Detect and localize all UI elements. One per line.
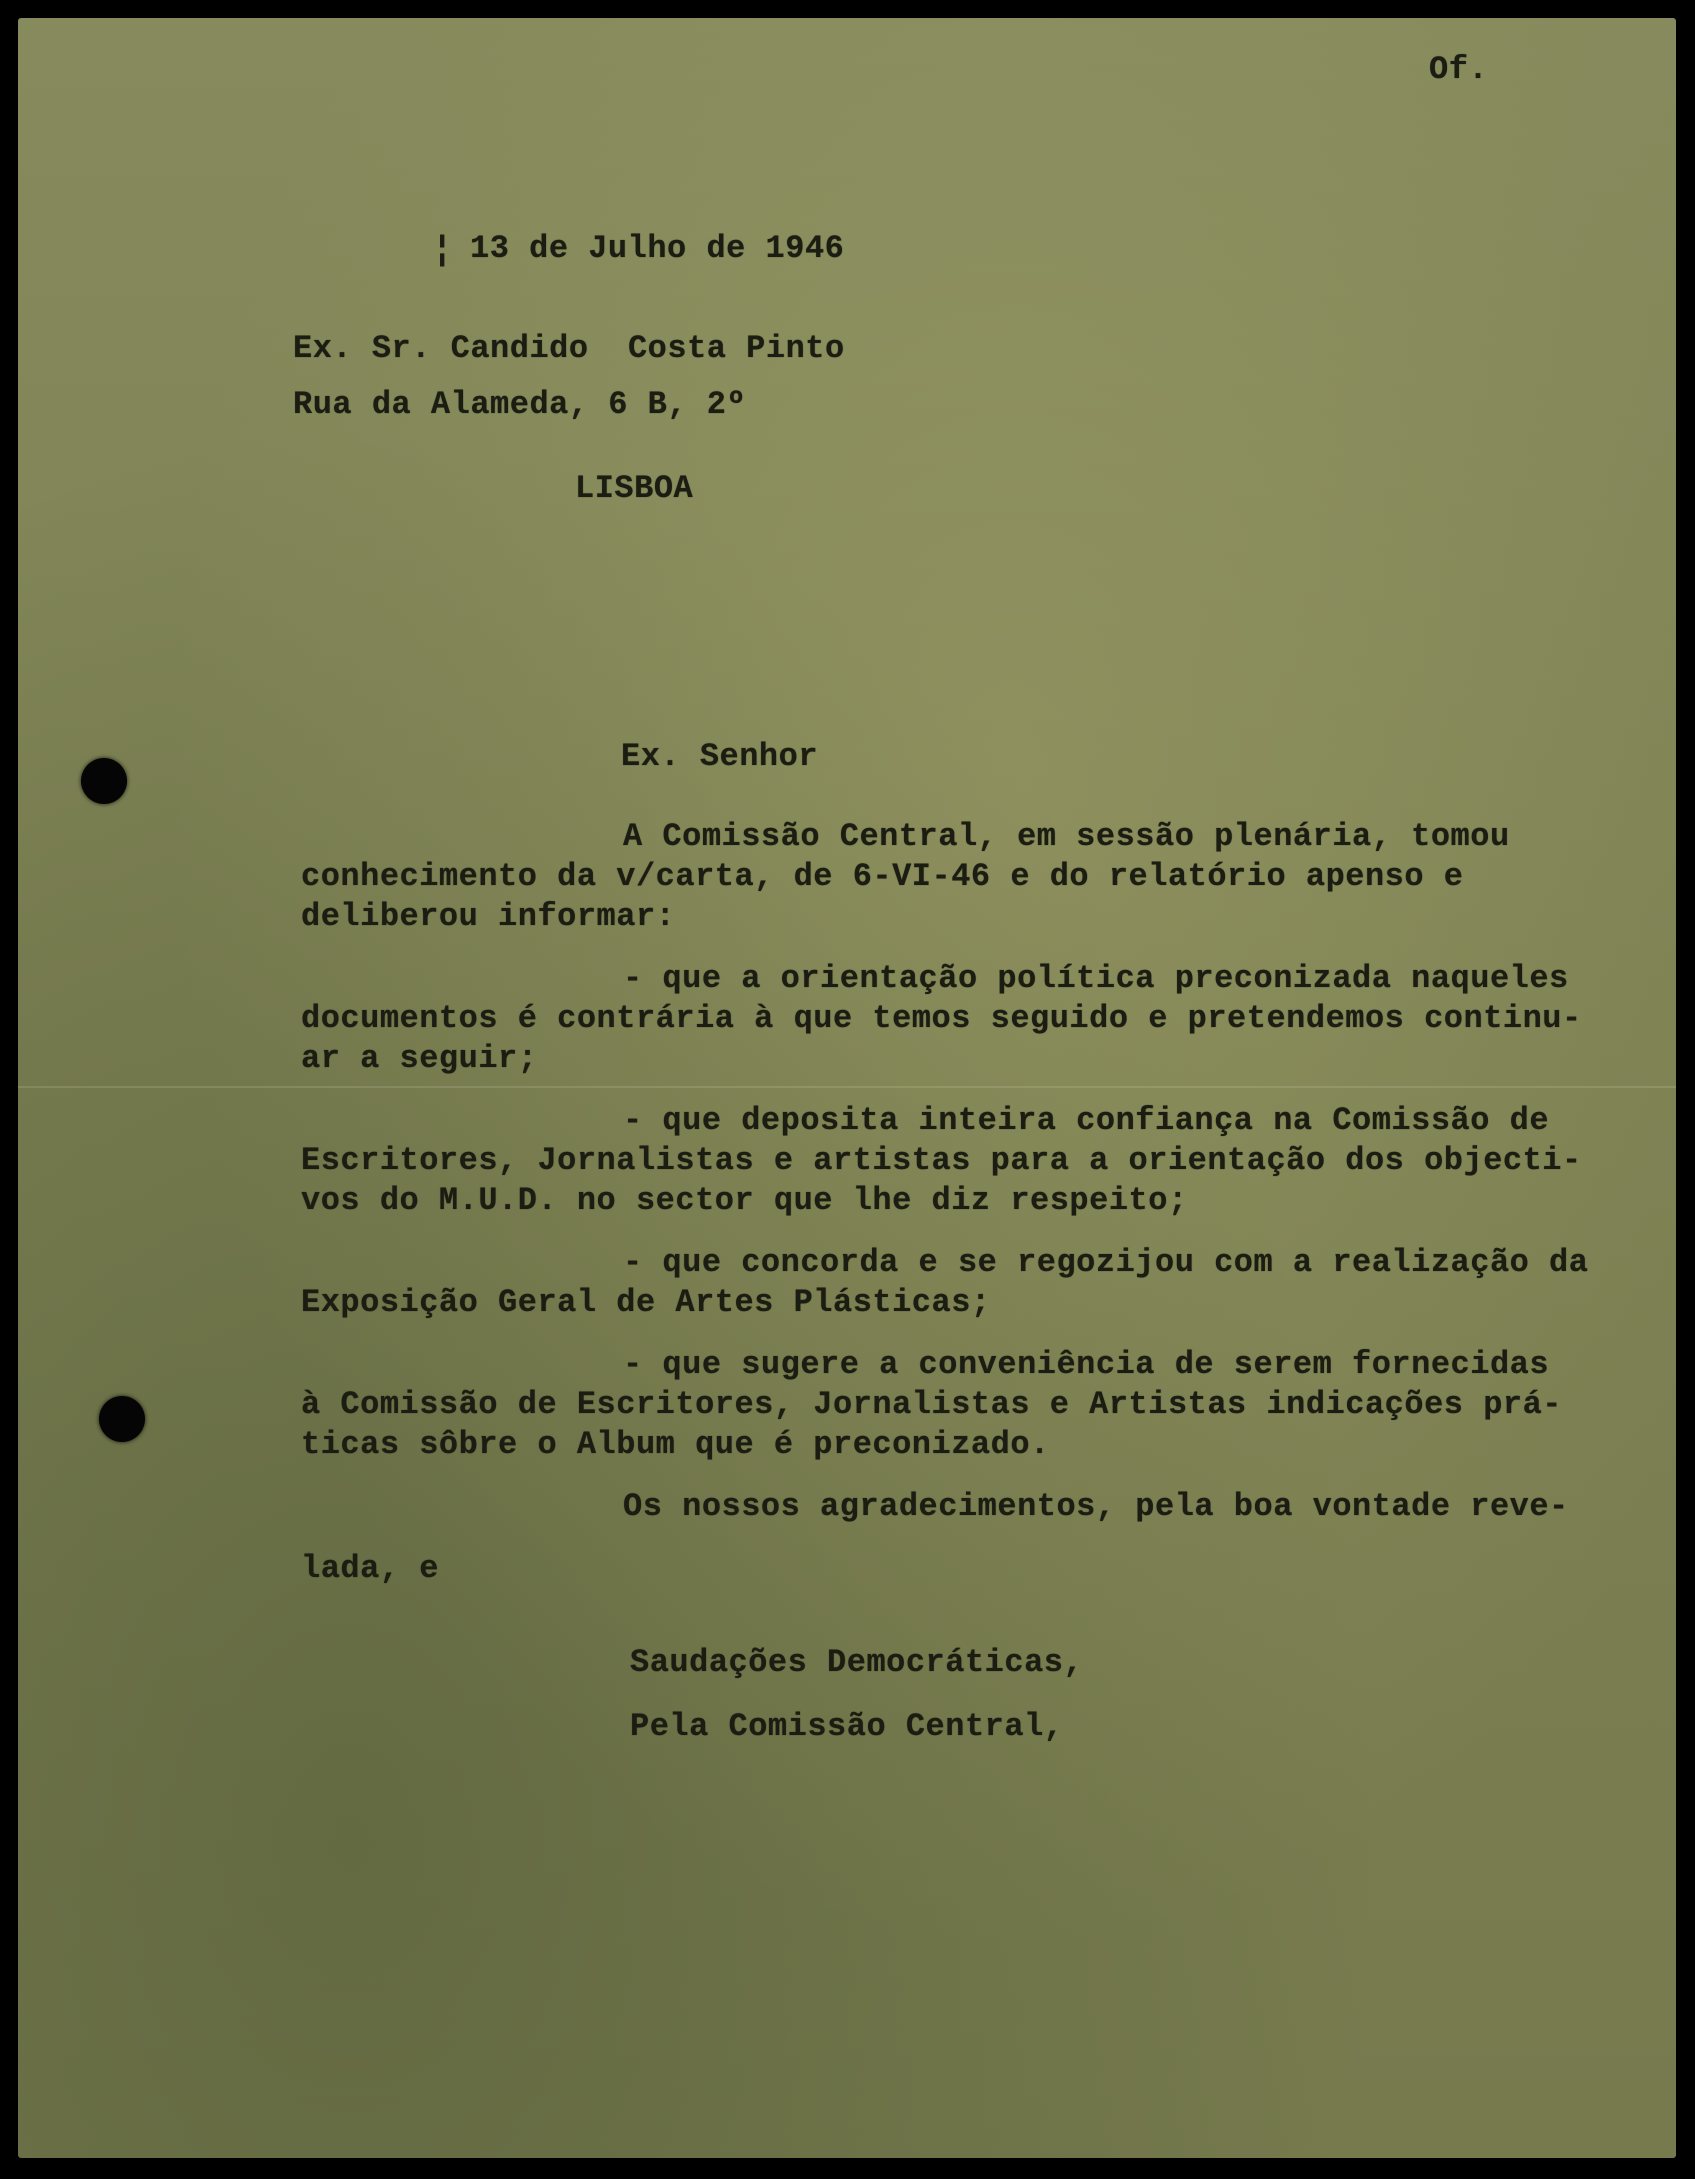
body-line: - que a orientação política preconizada naqueles — [623, 960, 1569, 997]
body-line: Escritores, Jornalistas e artistas para a orientação dos objecti- — [301, 1142, 1582, 1179]
document-sheet — [18, 18, 1676, 2158]
letter-date: 13 de Julho de 1946 — [470, 230, 845, 267]
body-line: lada, e — [301, 1550, 439, 1587]
body-line: - que concorda e se regozijou com a realização da — [623, 1244, 1589, 1281]
punch-hole-top — [81, 758, 127, 804]
body-line: ticas sôbre o Album que é preconizado. — [301, 1426, 1050, 1463]
recipient-street: Rua da Alameda, 6 B, 2º — [293, 386, 747, 423]
closing-greeting: Saudações Democráticas, — [630, 1644, 1084, 1681]
body-line: A Comissão Central, em sessão plenária, tomou — [623, 818, 1510, 855]
body-line: documentos é contrária à que temos seguido e pretendemos continu- — [301, 1000, 1582, 1037]
closing-signatory: Pela Comissão Central, — [630, 1708, 1064, 1745]
body-line: conhecimento da v/carta, de 6-VI-46 e do relatório apenso e — [301, 858, 1464, 895]
recipient-city: LISBOA — [575, 470, 694, 507]
body-line: - que sugere a conveniência de serem fornecidas — [623, 1346, 1550, 1383]
salutation: Ex. Senhor — [621, 738, 819, 775]
margin-mark: ¦ — [432, 232, 453, 270]
body-line: deliberou informar: — [301, 898, 676, 935]
fold-line — [18, 1086, 1676, 1088]
body-line: ar a seguir; — [301, 1040, 538, 1077]
body-line: - que deposita inteira confiança na Comissão de — [623, 1102, 1550, 1139]
body-line: Os nossos agradecimentos, pela boa vontade reve- — [623, 1488, 1569, 1525]
body-line: Exposição Geral de Artes Plásticas; — [301, 1284, 991, 1321]
body-line: à Comissão de Escritores, Jornalistas e Artistas indicações prá- — [301, 1386, 1562, 1423]
punch-hole-bottom — [99, 1396, 145, 1442]
reference-label: Of. — [1429, 51, 1489, 88]
recipient-name: Ex. Sr. Candido Costa Pinto — [293, 330, 845, 367]
body-line: vos do M.U.D. no sector que lhe diz respeito; — [301, 1182, 1188, 1219]
